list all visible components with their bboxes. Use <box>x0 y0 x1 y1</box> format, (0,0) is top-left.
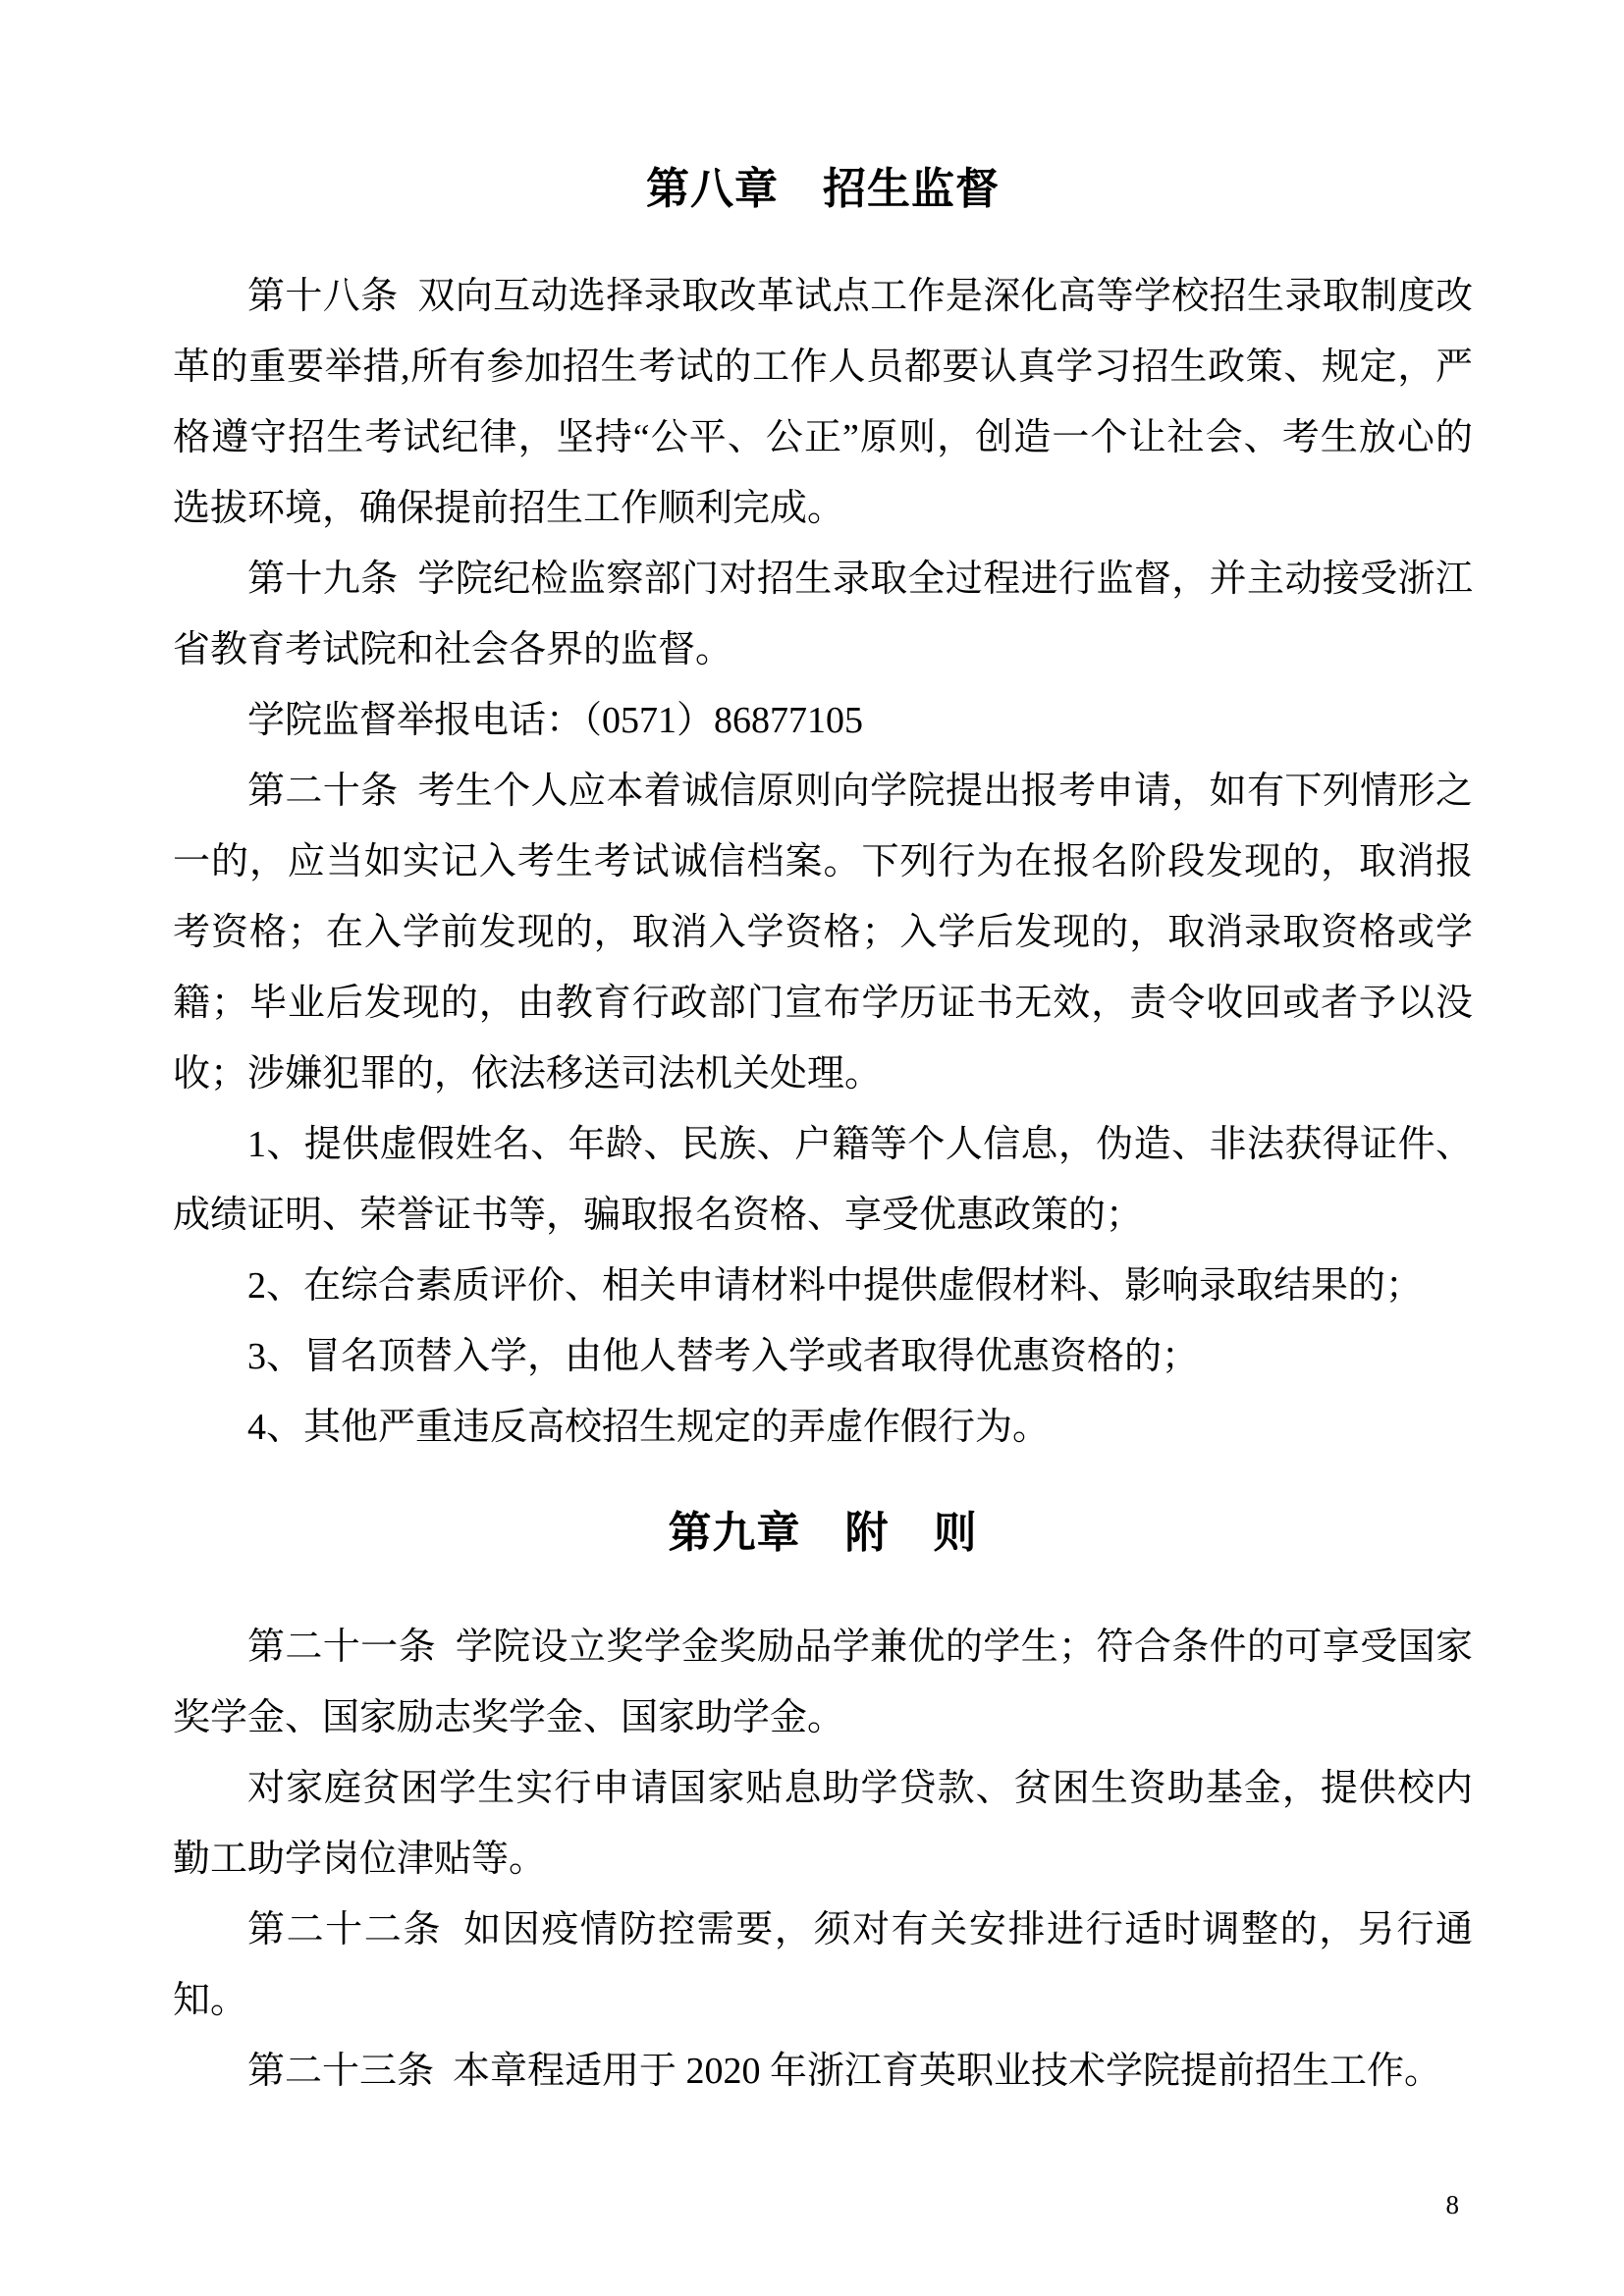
paragraph-article-23: 第二十三条 本章程适用于 2020 年浙江育英职业技术学院提前招生工作。 <box>247 2051 1442 2092</box>
paragraph-article-20: 第二十条 考生个人应本着诚信原则向学院提出报考申请，如有下列情形之一的，应当如实记入考生考试诚信档案。下列行为在报名阶段发现的，取消报考资格；在入学前发现的，取消入学资格；入学后发现的，取消录取资格或学籍；毕业后发现的，由教育行政部门宣布学历证书无效，责令收回或者予以没收；涉嫌犯罪的，依法移送司法机关处理。 <box>173 771 1473 1095</box>
chapter-9-heading: 第九章 附 则 <box>668 1509 978 1557</box>
list-item-1: 1、提供虚假姓名、年龄、民族、户籍等个人信息，伪造、非法获得证件、成绩证明、荣誉证书等，骗取报名资格、享受优惠政策的； <box>173 1124 1473 1236</box>
paragraph-article-18: 第十八条 双向互动选择录取改革试点工作是深化高等学校招生录取制度改革的重要举措,所有参加招生考试的工作人员都要认真学习招生政策、规定，严格遵守招生考试纪律，坚持“公平、公正”原则，创造一个让社会、考生放心的选拔环境，确保提前招生工作顺利完成。 <box>173 276 1473 529</box>
paragraph-article-22: 第二十二条 如因疫情防控需要，须对有关安排进行适时调整的，另行通知。 <box>173 1909 1473 2021</box>
list-item-3: 3、冒名顶替入学，由他人替考入学或者取得优惠资格的； <box>247 1336 1200 1377</box>
page-number: 8 <box>1445 2190 1459 2219</box>
paragraph-supervision-phone: 学院监督举报电话：（0571）86877105 <box>247 700 864 741</box>
paragraph-article-21: 第二十一条 学院设立奖学金奖励品学兼优的学生；符合条件的可享受国家奖学金、国家励志奖学金、国家助学金。 <box>173 1627 1473 1738</box>
list-item-4: 4、其他严重违反高校招生规定的弄虚作假行为。 <box>247 1407 1051 1448</box>
paragraph-financial-aid: 对家庭贫困学生实行申请国家贴息助学贷款、贫困生资助基金，提供校内勤工助学岗位津贴等。 <box>173 1768 1473 1880</box>
chapter-9-section <box>173 1502 1473 2107</box>
paragraph-article-19: 第十九条 学院纪检监察部门对招生录取全过程进行监督，并主动接受浙江省教育考试院和社会各界的监督。 <box>173 559 1473 670</box>
list-item-2: 2、在综合素质评价、相关申请材料中提供虚假材料、影响录取结果的； <box>247 1265 1424 1307</box>
chapter-8-heading: 第八章 招生监督 <box>646 165 1000 213</box>
chapter-8-section <box>173 158 1473 1463</box>
